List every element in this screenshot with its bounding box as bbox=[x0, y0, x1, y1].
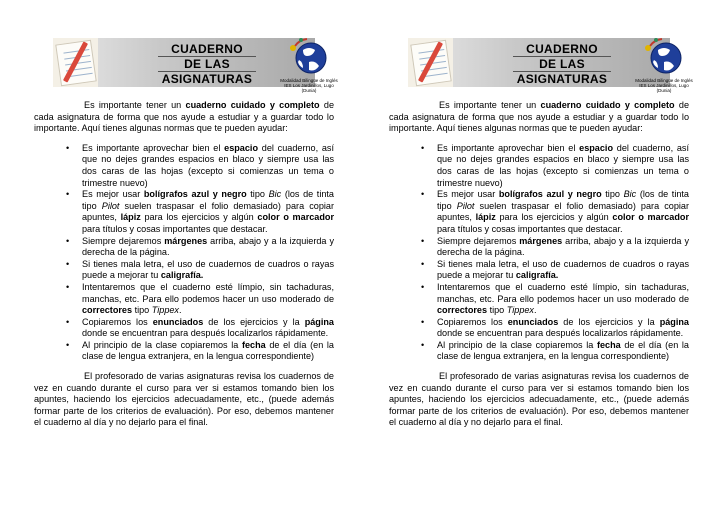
title-line-2: DE LAS bbox=[513, 57, 611, 72]
rule-item: • Copiaremos los enunciados de los ejercicios y la página donde se encuentran para después localizarlos rápidamente. bbox=[82, 317, 334, 340]
logo-caption-line-2: IES Los Jardinillos, Lugo (Dunia) bbox=[639, 83, 689, 93]
rule-item: • Es mejor usar bolígrafos azul y negro tipo Bic (los de tinta tipo Pilot suelen traspasar el folio demasiado) para copiar apuntes, lápiz para los ejercicios y algún color o marcador para títulos y cosas importantes que destacar. bbox=[82, 189, 334, 235]
rules-list bbox=[34, 143, 334, 363]
title-line-1: CUADERNO bbox=[158, 42, 256, 57]
rule-item: • Es importante aprovechar bien el espacio del cuaderno, así que no dejes grandes espacios en blaco y siempre usa las dos caras de las hojas (excepto si comienzas un tema o trimestre nuevo) bbox=[82, 143, 334, 189]
intro-paragraph: Es importante tener un cuaderno cuidado y completo de cada asignatura de forma que nos ayude a estudiar y a guardar todo lo importante. Aquí tienes algunas normas que te pueden ayudar: bbox=[34, 100, 334, 134]
rule-item: • Siempre dejaremos márgenes arriba, abajo y a la izquierda y derecha de la página. bbox=[82, 236, 334, 259]
rules-list bbox=[389, 143, 689, 363]
rule-item: • Si tienes mala letra, el uso de cuadernos de cuadros o rayas puede a mejorar tu caligrafía. bbox=[82, 259, 334, 282]
body-text bbox=[389, 100, 689, 429]
page-title bbox=[513, 42, 611, 86]
logo-caption-line-2: IES Los Jardinillos, Lugo (Dunia) bbox=[284, 83, 334, 93]
globe-logo-icon bbox=[279, 34, 335, 82]
rule-item: • Intentaremos que el cuaderno esté límpio, sin tachaduras, manchas, etc. Para ello podemos hacer un uso moderado de correctores tipo Tippex. bbox=[82, 282, 334, 317]
rule-item: • Si tienes mala letra, el uso de cuadernos de cuadros o rayas puede a mejorar tu caligrafía. bbox=[437, 259, 689, 282]
globe-logo-icon bbox=[634, 34, 690, 82]
logo-caption bbox=[280, 78, 338, 93]
notebook-pencil-image bbox=[408, 38, 453, 87]
closing-paragraph: El profesorado de varias asignaturas revisa los cuadernos de vez en cuando durante el curso para ver si estamos tomando bien los apuntes, haciendo los ejercicios adecuadamente, etc., (puede además formar parte de los criterios de evaluación). Por eso, debemos mantener el cuaderno al día y no dejarlo para el final. bbox=[389, 371, 689, 428]
rule-item: • Copiaremos los enunciados de los ejercicios y la página donde se encuentran para después localizarlos rápidamente. bbox=[437, 317, 689, 340]
logo-caption bbox=[635, 78, 693, 93]
rule-item: • Es mejor usar bolígrafos azul y negro tipo Bic (los de tinta tipo Pilot suelen traspasar el folio demasiado) para copiar apuntes, lápiz para los ejercicios y algún color o marcador para títulos y cosas importantes que destacar. bbox=[437, 189, 689, 235]
rule-item: • Al principio de la clase copiaremos la fecha de el día (en la clase de lengua extranjera, en la lengua correspondiente) bbox=[437, 340, 689, 363]
title-line-3: ASIGNATURAS bbox=[516, 72, 608, 86]
rule-item: • Siempre dejaremos márgenes arriba, abajo y a la izquierda y derecha de la página. bbox=[437, 236, 689, 259]
closing-paragraph: El profesorado de varias asignaturas revisa los cuadernos de vez en cuando durante el curso para ver si estamos tomando bien los apuntes, haciendo los ejercicios adecuadamente, etc., (puede además formar parte de los criterios de evaluación). Por eso, debemos mantener el cuaderno al día y no dejarlo para el final. bbox=[34, 371, 334, 428]
intro-paragraph: Es importante tener un cuaderno cuidado y completo de cada asignatura de forma que nos ayude a estudiar y a guardar todo lo importante. Aquí tienes algunas normas que te pueden ayudar: bbox=[389, 100, 689, 134]
body-text bbox=[34, 100, 334, 429]
logo-caption-line-1: Modalidad Bilingüe de Inglés bbox=[280, 78, 338, 83]
logo-caption-line-1: Modalidad Bilingüe de Inglés bbox=[635, 78, 693, 83]
title-line-3: ASIGNATURAS bbox=[161, 72, 253, 86]
notebook-pencil-image bbox=[53, 38, 98, 87]
title-line-1: CUADERNO bbox=[513, 42, 611, 57]
page-title bbox=[158, 42, 256, 86]
rule-item: • Intentaremos que el cuaderno esté límpio, sin tachaduras, manchas, etc. Para ello podemos hacer un uso moderado de correctores tipo Tippex. bbox=[437, 282, 689, 317]
title-line-2: DE LAS bbox=[158, 57, 256, 72]
rule-item: • Es importante aprovechar bien el espacio del cuaderno, así que no dejes grandes espacios en blaco y siempre usa las dos caras de las hojas (excepto si comienzas un tema o trimestre nuevo) bbox=[437, 143, 689, 189]
rule-item: • Al principio de la clase copiaremos la fecha de el día (en la clase de lengua extranjera, en la lengua correspondiente) bbox=[82, 340, 334, 363]
